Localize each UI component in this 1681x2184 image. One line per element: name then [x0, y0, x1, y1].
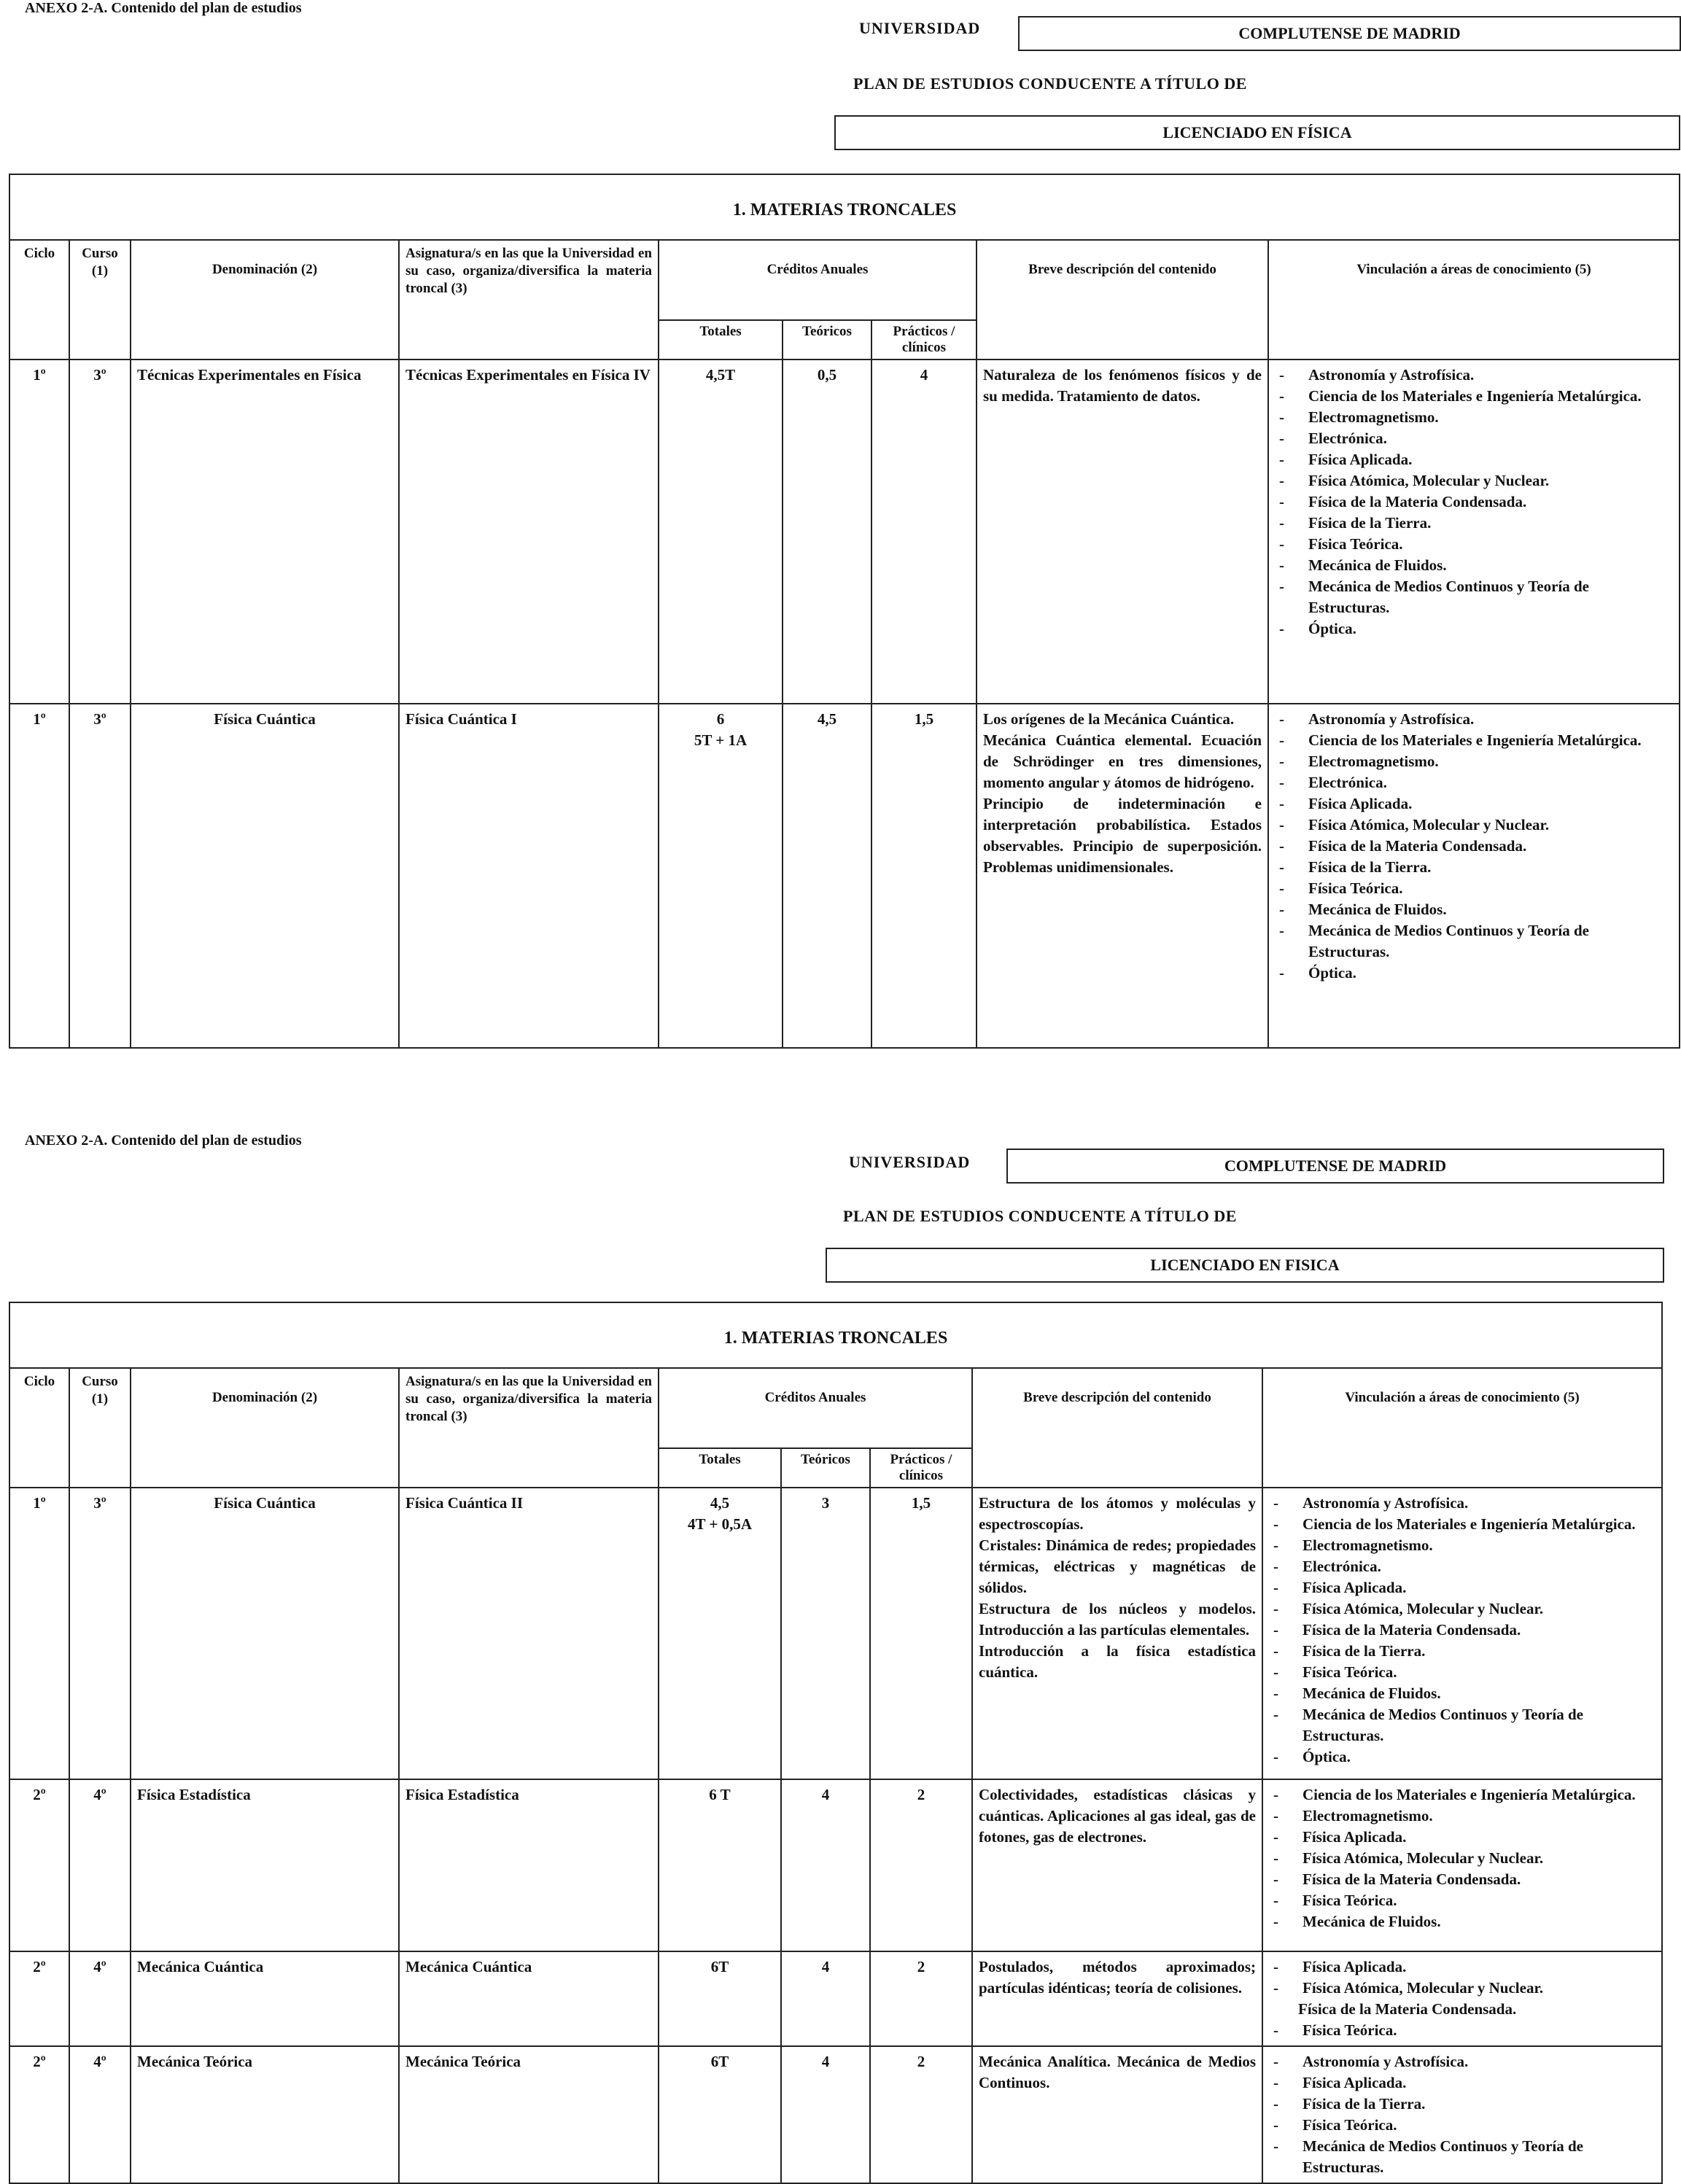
area-item: - Física Aplicada. [1269, 2072, 1655, 2094]
header-descripcion: Breve descripción del contenido [977, 240, 1268, 360]
area-item: - Física Atómica, Molecular y Nuclear. [1275, 470, 1673, 491]
cell-practicos: 2 [870, 1779, 972, 1951]
totales-breakdown: 5T + 1A [694, 731, 748, 749]
cell-ciclo: 1º [9, 704, 69, 1048]
cell-totales: 6T [659, 2046, 781, 2183]
area-item: - Mecánica de Medios Continuos y Teoría de Estructuras. [1269, 1704, 1655, 1746]
area-item: - Electrónica. [1275, 772, 1673, 793]
descripcion-line: Estructura de los núcleos y modelos. Introducción a las partículas elementales. [979, 1600, 1256, 1639]
page-2 [0, 1127, 1681, 2178]
header-asignatura: Asignatura/s en las que la Universidad en su caso, organiza/diversifica la materia troncal (3) [399, 240, 659, 360]
cell-teoricos: 4,5 [783, 704, 871, 1048]
area-item: - Mecánica de Medios Continuos y Teoría de Estructuras. [1275, 920, 1673, 963]
area-item: - Física Atómica, Molecular y Nuclear. [1269, 1978, 1655, 1999]
area-item: - Física Atómica, Molecular y Nuclear. [1275, 815, 1673, 836]
area-item: - Física de la Tierra. [1269, 2094, 1655, 2115]
areas-list [1275, 709, 1673, 984]
area-item: - Física de la Materia Condensada. [1275, 836, 1673, 857]
area-item: - Mecánica de Fluidos. [1269, 1911, 1655, 1932]
cell-asignatura: Mecánica Cuántica [399, 1951, 659, 2046]
cell-areas [1268, 704, 1680, 1048]
descripcion-line: Introducción a la física estadística cuántica. [979, 1642, 1256, 1681]
areas-list [1269, 1956, 1655, 2041]
materias-troncales-table [9, 1302, 1663, 2184]
cell-practicos: 1,5 [871, 704, 977, 1048]
cell-descripcion: Mecánica Analítica. Mecánica de Medios Continuos. [972, 2046, 1262, 2183]
cell-totales [659, 1488, 781, 1779]
cell-totales: 6T [659, 1951, 781, 2046]
universidad-label: UNIVERSIDAD [849, 1153, 971, 1171]
area-item: - Astronomía y Astrofísica. [1275, 365, 1673, 386]
universidad-value: COMPLUTENSE DE MADRID [1006, 1149, 1664, 1184]
area-item: - Mecánica de Fluidos. [1269, 1683, 1655, 1704]
area-item: - Óptica. [1275, 963, 1673, 984]
area-item: - Física Aplicada. [1269, 1577, 1655, 1598]
area-item: - Astronomía y Astrofísica. [1269, 1493, 1655, 1514]
cell-asignatura: Física Estadística [399, 1779, 659, 1951]
area-item: - Física Teórica. [1275, 878, 1673, 899]
totales-value: 6 [716, 710, 725, 728]
table-row [9, 1488, 1662, 1779]
areas-list [1269, 2051, 1655, 2178]
area-item: - Óptica. [1269, 1746, 1655, 1768]
cell-practicos: 1,5 [870, 1488, 972, 1779]
cell-ciclo: 2º [9, 1779, 69, 1951]
area-item: - Ciencia de los Materiales e Ingeniería Metalúrgica. [1275, 730, 1673, 751]
descripcion-line: Principio de indeterminación e interpretación probabilística. Estados observables. Principio de superposición. Problemas unidimensionales. [983, 795, 1262, 876]
header-creditos: Créditos Anuales [659, 1368, 972, 1448]
cell-teoricos: 3 [781, 1488, 870, 1779]
cell-curso: 4º [69, 2046, 131, 2183]
areas-list [1269, 1784, 1655, 1932]
area-item: - Física Teórica. [1269, 2020, 1655, 2041]
header-denominacion: Denominación (2) [131, 240, 399, 360]
cell-curso: 3º [69, 704, 131, 1048]
cell-teoricos: 0,5 [783, 360, 871, 704]
cell-teoricos: 4 [781, 1779, 870, 1951]
area-item: - Mecánica de Medios Continuos y Teoría de Estructuras. [1275, 576, 1673, 618]
cell-descripcion [977, 704, 1268, 1048]
cell-areas [1268, 360, 1680, 704]
header-practicos: Prácticos / clínicos [870, 1448, 972, 1488]
area-item: - Electromagnetismo. [1269, 1806, 1655, 1827]
area-item: Física de la Materia Condensada. [1298, 2000, 1517, 2018]
area-item: - Física Atómica, Molecular y Nuclear. [1269, 1848, 1655, 1869]
cell-areas [1262, 1951, 1662, 2046]
cell-asignatura: Mecánica Teórica [399, 2046, 659, 2183]
area-item: - Física de la Tierra. [1269, 1641, 1655, 1662]
area-item: - Electrónica. [1275, 428, 1673, 449]
totales-value: 4,5 [710, 1494, 730, 1512]
area-item: - Ciencia de los Materiales e Ingeniería Metalúrgica. [1269, 1784, 1655, 1806]
cell-denominacion: Mecánica Cuántica [131, 1951, 399, 2046]
cell-practicos: 4 [871, 360, 977, 704]
area-item: - Mecánica de Medios Continuos y Teoría de Estructuras. [1269, 2136, 1655, 2178]
cell-denominacion: Mecánica Teórica [131, 2046, 399, 2183]
cell-totales [659, 704, 783, 1048]
header-curso: Curso (1) [69, 240, 131, 360]
area-item: - Mecánica de Fluidos. [1275, 899, 1673, 920]
area-item: - Óptica. [1275, 618, 1673, 640]
header-vinculacion: Vinculación a áreas de conocimiento (5) [1262, 1368, 1662, 1488]
area-item: - Física Aplicada. [1269, 1827, 1655, 1848]
cell-descripcion: Naturaleza de los fenómenos físicos y de su medida. Tratamiento de datos. [977, 360, 1268, 704]
cell-practicos: 2 [870, 2046, 972, 2183]
cell-totales: 6 T [659, 1779, 781, 1951]
titulo-value: LICENCIADO EN FISICA [826, 1248, 1664, 1283]
cell-asignatura: Técnicas Experimentales en Física IV [399, 360, 659, 704]
page-1 [0, 0, 1681, 1050]
plan-label: PLAN DE ESTUDIOS CONDUCENTE A TÍTULO DE [853, 74, 1247, 93]
titulo-value: LICENCIADO EN FÍSICA [834, 115, 1680, 150]
cell-asignatura: Física Cuántica I [399, 704, 659, 1048]
cell-denominacion: Física Cuántica [131, 1488, 399, 1779]
area-item: - Física de la Materia Condensada. [1269, 1869, 1655, 1890]
cell-denominacion: Técnicas Experimentales en Física [131, 360, 399, 704]
area-item: - Electromagnetismo. [1275, 407, 1673, 428]
totales-breakdown: 4T + 0,5A [687, 1515, 752, 1533]
header-teoricos: Teóricos [781, 1448, 870, 1488]
table-row [9, 1951, 1662, 2046]
header-vinculacion: Vinculación a áreas de conocimiento (5) [1268, 240, 1680, 360]
descripcion-line: Mecánica Cuántica elemental. Ecuación de Schrödinger en tres dimensiones, momento angular y átomos de hidrógeno. [983, 731, 1262, 791]
header-curso: Curso (1) [69, 1368, 131, 1488]
area-item: - Física de la Materia Condensada. [1275, 491, 1673, 513]
cell-denominacion: Física Cuántica [131, 704, 399, 1048]
cell-practicos: 2 [870, 1951, 972, 2046]
table-row [9, 704, 1680, 1048]
area-item: - Astronomía y Astrofísica. [1275, 709, 1673, 730]
header-ciclo: Ciclo [9, 240, 69, 360]
cell-areas [1262, 2046, 1662, 2183]
area-item: - Electrónica. [1269, 1556, 1655, 1577]
descripcion-line: Estructura de los átomos y moléculas y espectroscopías. [979, 1494, 1256, 1533]
cell-teoricos: 4 [781, 2046, 870, 2183]
area-item: - Física Aplicada. [1269, 1956, 1655, 1978]
table-row [9, 1779, 1662, 1951]
cell-ciclo: 2º [9, 2046, 69, 2183]
universidad-label: UNIVERSIDAD [859, 19, 981, 37]
cell-descripcion [972, 1488, 1262, 1779]
area-item: - Física Teórica. [1269, 1890, 1655, 1911]
cell-areas [1262, 1488, 1662, 1779]
header-ciclo: Ciclo [9, 1368, 69, 1488]
cell-curso: 3º [69, 1488, 131, 1779]
area-item: - Física de la Materia Condensada. [1269, 1620, 1655, 1641]
table-title: 1. MATERIAS TRONCALES [9, 1302, 1662, 1368]
areas-list [1269, 1493, 1655, 1768]
area-item: - Astronomía y Astrofísica. [1269, 2051, 1655, 2072]
area-item: - Física Atómica, Molecular y Nuclear. [1269, 1598, 1655, 1620]
descripcion-line: Los orígenes de la Mecánica Cuántica. [983, 710, 1235, 728]
cell-descripcion: Postulados, métodos aproximados; partículas idénticas; teoría de colisiones. [972, 1951, 1262, 2046]
header-totales: Totales [659, 320, 783, 360]
cell-curso: 3º [69, 360, 131, 704]
cell-asignatura: Física Cuántica II [399, 1488, 659, 1779]
area-item: - Física Aplicada. [1275, 793, 1673, 815]
header-creditos: Créditos Anuales [659, 240, 977, 320]
annex-title: ANEXO 2-A. Contenido del plan de estudios [25, 0, 302, 16]
area-item: - Física de la Tierra. [1275, 857, 1673, 878]
header-descripcion: Breve descripción del contenido [972, 1368, 1262, 1488]
table-row [9, 2046, 1662, 2183]
area-item: - Electromagnetismo. [1275, 751, 1673, 772]
header-denominacion: Denominación (2) [131, 1368, 399, 1488]
annex-title: ANEXO 2-A. Contenido del plan de estudios [25, 1132, 302, 1149]
area-item: - Ciencia de los Materiales e Ingeniería Metalúrgica. [1269, 1514, 1655, 1535]
table-title: 1. MATERIAS TRONCALES [9, 174, 1680, 240]
cell-ciclo: 1º [9, 1488, 69, 1779]
plan-label: PLAN DE ESTUDIOS CONDUCENTE A TÍTULO DE [843, 1207, 1237, 1225]
area-item: - Electromagnetismo. [1269, 1535, 1655, 1556]
cell-teoricos: 4 [781, 1951, 870, 2046]
cell-denominacion: Física Estadística [131, 1779, 399, 1951]
cell-areas [1262, 1779, 1662, 1951]
area-item: - Física de la Tierra. [1275, 513, 1673, 534]
area-item: - Mecánica de Fluidos. [1275, 555, 1673, 576]
materias-troncales-table [9, 174, 1680, 1049]
table-row [9, 360, 1680, 704]
cell-curso: 4º [69, 1779, 131, 1951]
cell-totales: 4,5T [659, 360, 783, 704]
universidad-value: COMPLUTENSE DE MADRID [1018, 16, 1681, 51]
areas-list [1275, 365, 1673, 640]
header-teoricos: Teóricos [783, 320, 871, 360]
cell-ciclo: 1º [9, 360, 69, 704]
area-item: - Física Teórica. [1269, 1662, 1655, 1683]
descripcion-line: Cristales: Dinámica de redes; propiedades térmicas, eléctricas y magnéticas de sólidos. [979, 1536, 1256, 1596]
cell-descripcion: Colectividades, estadísticas clásicas y cuánticas. Aplicaciones al gas ideal, gas de fotones, gas de electrones. [972, 1779, 1262, 1951]
area-item: - Física Teórica. [1275, 534, 1673, 555]
area-item: - Física Teórica. [1269, 2115, 1655, 2136]
cell-ciclo: 2º [9, 1951, 69, 2046]
area-item: - Ciencia de los Materiales e Ingeniería Metalúrgica. [1275, 386, 1673, 407]
header-practicos: Prácticos / clínicos [871, 320, 977, 360]
cell-curso: 4º [69, 1951, 131, 2046]
header-asignatura: Asignatura/s en las que la Universidad en su caso, organiza/diversifica la materia troncal (3) [399, 1368, 659, 1488]
area-item: - Física Aplicada. [1275, 449, 1673, 470]
header-totales: Totales [659, 1448, 781, 1488]
